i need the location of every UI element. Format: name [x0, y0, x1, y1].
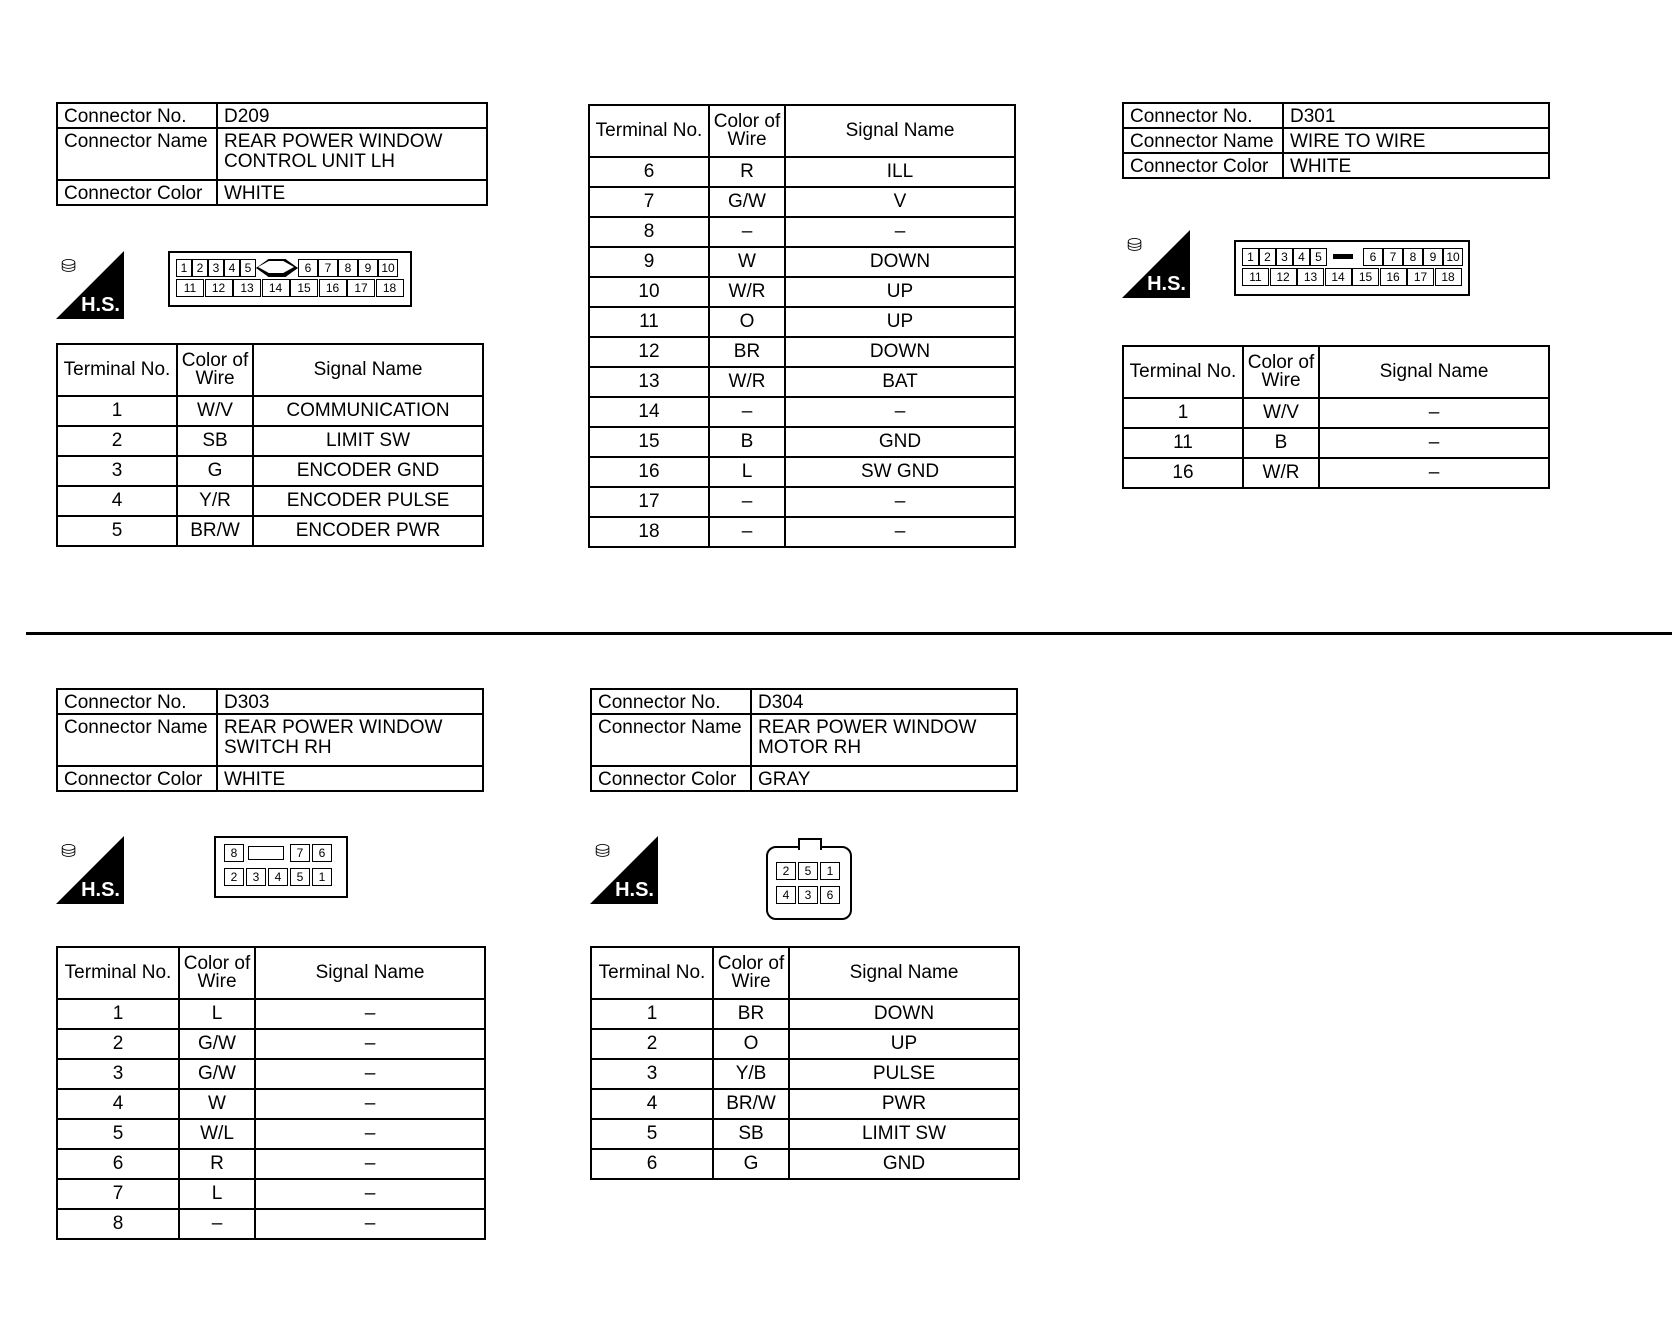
wire-color-cell: –	[709, 217, 785, 247]
d301-connector-name: WIRE TO WIRE	[1283, 128, 1549, 153]
wire-color-cell: G	[713, 1149, 789, 1179]
connector-name-label: Connector Name	[1123, 128, 1283, 153]
terminal-no-cell: 1	[591, 999, 713, 1029]
color-of-wire-header: Color of Wire	[177, 344, 253, 396]
terminal-no-cell: 15	[589, 427, 709, 457]
d209-terminal-table-left	[56, 343, 484, 547]
table-row	[591, 1119, 1019, 1149]
d303-connector-face	[214, 836, 348, 898]
d304-terminal-table	[590, 946, 1020, 1180]
signal-name-cell: DOWN	[789, 999, 1019, 1029]
connector-pin: 5	[798, 862, 818, 880]
signal-name-cell: COMMUNICATION	[253, 396, 483, 426]
connector-pin: 8	[1403, 248, 1423, 266]
table-row	[57, 1029, 485, 1059]
wire-color-cell: R	[709, 157, 785, 187]
connector-pin: 1	[312, 868, 332, 886]
signal-name-cell: –	[785, 517, 1015, 547]
connector-pin: 4	[268, 868, 288, 886]
signal-name-cell: ENCODER PWR	[253, 516, 483, 546]
connector-no-label: Connector No.	[591, 689, 751, 714]
connector-pin: 6	[820, 886, 840, 904]
wire-color-cell: G/W	[179, 1029, 255, 1059]
d303-connector-color: WHITE	[217, 766, 483, 791]
table-row	[591, 1089, 1019, 1119]
terminal-no-cell: 9	[589, 247, 709, 277]
terminal-no-cell: 13	[589, 367, 709, 397]
terminal-no-cell: 4	[591, 1089, 713, 1119]
wire-color-cell: O	[713, 1029, 789, 1059]
connector-pin: 6	[298, 259, 318, 277]
connector-pin: 16	[1380, 268, 1407, 286]
d301-connector-color: WHITE	[1283, 153, 1549, 178]
d209-harness-side-icon: ⛁ H.S.	[56, 251, 124, 319]
wire-color-cell: W/V	[177, 396, 253, 426]
signal-name-header: Signal Name	[785, 105, 1015, 157]
wire-color-cell: BR	[713, 999, 789, 1029]
connector-pin: 13	[1297, 268, 1324, 286]
connector-pin: 18	[376, 279, 404, 297]
wire-color-cell: Y/R	[177, 486, 253, 516]
connector-pin: 15	[290, 279, 318, 297]
wire-color-cell: –	[709, 517, 785, 547]
d303-terminal-table	[56, 946, 486, 1240]
terminal-no-cell: 5	[57, 516, 177, 546]
wire-color-cell: L	[179, 999, 255, 1029]
signal-name-cell: UP	[785, 277, 1015, 307]
connector-pin: 5	[290, 868, 310, 886]
d304-connector-no: D304	[751, 689, 1017, 714]
wire-color-cell: –	[709, 487, 785, 517]
table-row	[589, 247, 1015, 277]
connector-pin: 3	[1276, 248, 1293, 266]
wire-color-cell: G	[177, 456, 253, 486]
terminal-no-cell: 5	[57, 1119, 179, 1149]
d304-connector-face	[766, 846, 852, 920]
table-row	[589, 367, 1015, 397]
terminal-no-header: Terminal No.	[589, 105, 709, 157]
d301-info-table	[1122, 102, 1550, 179]
d304-harness-side-icon: ⛁ H.S.	[590, 836, 658, 904]
table-row	[57, 1089, 485, 1119]
connector-pin: 3	[208, 259, 224, 277]
connector-pin: 10	[1443, 248, 1463, 266]
table-row	[57, 516, 483, 546]
connector-pin: 4	[776, 886, 796, 904]
terminal-no-cell: 10	[589, 277, 709, 307]
connector-pin: 17	[347, 279, 375, 297]
terminal-no-cell: 12	[589, 337, 709, 367]
connector-pin: 12	[1270, 268, 1297, 286]
table-row	[589, 517, 1015, 547]
wire-color-cell: B	[1243, 428, 1319, 458]
connector-pin: 11	[176, 279, 204, 297]
signal-name-cell: SW GND	[785, 457, 1015, 487]
connector-pin: 18	[1435, 268, 1462, 286]
table-row	[57, 486, 483, 516]
terminal-no-cell: 5	[591, 1119, 713, 1149]
signal-name-cell: PULSE	[789, 1059, 1019, 1089]
connector-pin: 2	[224, 868, 244, 886]
d304-info-table	[590, 688, 1018, 792]
signal-name-cell: GND	[785, 427, 1015, 457]
table-row	[57, 456, 483, 486]
table-row	[591, 999, 1019, 1029]
table-row	[589, 337, 1015, 367]
d303-info-table	[56, 688, 484, 792]
connector-pin: 16	[319, 279, 347, 297]
terminal-no-cell: 6	[57, 1149, 179, 1179]
signal-name-cell: ENCODER GND	[253, 456, 483, 486]
connector-pin: 3	[246, 868, 266, 886]
d301-terminal-table	[1122, 345, 1550, 489]
wire-color-cell: G/W	[179, 1059, 255, 1089]
connector-pin: 3	[798, 886, 818, 904]
connector-no-label: Connector No.	[1123, 103, 1283, 128]
connector-pin: 1	[176, 259, 192, 277]
signal-name-cell: –	[255, 1029, 485, 1059]
d304-lock-tab-icon	[798, 838, 822, 850]
connector-pin: 5	[1310, 248, 1327, 266]
d209-block	[56, 102, 488, 206]
signal-name-cell: ILL	[785, 157, 1015, 187]
table-row	[589, 457, 1015, 487]
table-row	[591, 1059, 1019, 1089]
d209-connector-color: WHITE	[217, 180, 487, 205]
table-row	[589, 487, 1015, 517]
wire-color-cell: W	[179, 1089, 255, 1119]
terminal-no-cell: 7	[57, 1179, 179, 1209]
terminal-no-cell: 11	[1123, 428, 1243, 458]
color-of-wire-header: Color of Wire	[709, 105, 785, 157]
connector-color-label: Connector Color	[57, 180, 217, 205]
signal-name-header: Signal Name	[1319, 346, 1549, 398]
table-row	[57, 1119, 485, 1149]
wire-color-cell: R	[179, 1149, 255, 1179]
wire-color-cell: BR/W	[713, 1089, 789, 1119]
connector-pin: 2	[1259, 248, 1276, 266]
terminal-no-cell: 16	[1123, 458, 1243, 488]
d304-connector-color: GRAY	[751, 766, 1017, 791]
signal-name-cell: –	[1319, 458, 1549, 488]
d209-connector-face	[168, 251, 412, 307]
section-divider	[26, 632, 1672, 635]
signal-name-cell: –	[255, 1149, 485, 1179]
connector-pin: 9	[358, 259, 378, 277]
connector-color-label: Connector Color	[57, 766, 217, 791]
table-row	[589, 157, 1015, 187]
connector-pin: 7	[290, 844, 310, 862]
signal-name-cell: –	[255, 1059, 485, 1089]
terminal-no-header: Terminal No.	[591, 947, 713, 999]
wire-color-cell: W/R	[1243, 458, 1319, 488]
wire-color-cell: O	[709, 307, 785, 337]
d301-harness-side-icon: ⛁ H.S.	[1122, 230, 1190, 298]
signal-name-cell: –	[255, 1209, 485, 1239]
d209-connector-no: D209	[217, 103, 487, 128]
connector-pin: 9	[1423, 248, 1443, 266]
signal-name-cell: ENCODER PULSE	[253, 486, 483, 516]
terminal-no-cell: 8	[589, 217, 709, 247]
terminal-no-cell: 2	[57, 1029, 179, 1059]
terminal-no-cell: 1	[1123, 398, 1243, 428]
table-row	[589, 277, 1015, 307]
signal-name-cell: –	[255, 999, 485, 1029]
d301-connector-face	[1234, 240, 1470, 296]
table-row	[57, 396, 483, 426]
terminal-no-header: Terminal No.	[1123, 346, 1243, 398]
table-row	[57, 1059, 485, 1089]
connector-pin: 7	[1383, 248, 1403, 266]
signal-name-cell: –	[785, 487, 1015, 517]
signal-name-header: Signal Name	[253, 344, 483, 396]
connector-pin: 14	[1325, 268, 1352, 286]
terminal-no-cell: 14	[589, 397, 709, 427]
connector-pin: 12	[205, 279, 233, 297]
signal-name-cell: UP	[785, 307, 1015, 337]
wire-color-cell: BR/W	[177, 516, 253, 546]
table-row	[57, 1179, 485, 1209]
signal-name-cell: –	[1319, 428, 1549, 458]
wire-color-cell: G/W	[709, 187, 785, 217]
d304-block	[590, 688, 1018, 792]
connector-pin: 15	[1352, 268, 1379, 286]
terminal-no-header: Terminal No.	[57, 947, 179, 999]
d301-block	[1122, 102, 1550, 179]
connector-pin: 7	[318, 259, 338, 277]
terminal-no-cell: 16	[589, 457, 709, 487]
table-row	[591, 1149, 1019, 1179]
wire-color-cell: W/V	[1243, 398, 1319, 428]
signal-name-cell: DOWN	[785, 337, 1015, 367]
color-of-wire-header: Color of Wire	[1243, 346, 1319, 398]
wire-color-cell: W/R	[709, 277, 785, 307]
wire-color-cell: L	[179, 1179, 255, 1209]
table-row	[57, 1209, 485, 1239]
connector-pin: 4	[1293, 248, 1310, 266]
terminal-no-cell: 3	[57, 1059, 179, 1089]
wire-color-cell: –	[709, 397, 785, 427]
wire-color-cell: SB	[177, 426, 253, 456]
connector-pin: 4	[224, 259, 240, 277]
signal-name-cell: LIMIT SW	[253, 426, 483, 456]
terminal-no-cell: 1	[57, 999, 179, 1029]
connector-no-label: Connector No.	[57, 689, 217, 714]
wire-color-cell: W	[709, 247, 785, 277]
wire-color-cell: B	[709, 427, 785, 457]
signal-name-cell: –	[785, 397, 1015, 427]
signal-name-header: Signal Name	[789, 947, 1019, 999]
d301-connector-no: D301	[1283, 103, 1549, 128]
table-row	[589, 307, 1015, 337]
connector-pin: 5	[240, 259, 256, 277]
signal-name-cell: GND	[789, 1149, 1019, 1179]
terminal-no-cell: 6	[589, 157, 709, 187]
terminal-no-cell: 3	[57, 456, 177, 486]
connector-pin: 8	[224, 844, 244, 862]
table-row	[1123, 398, 1549, 428]
d303-harness-side-icon: ⛁ H.S.	[56, 836, 124, 904]
wire-color-cell: W/L	[179, 1119, 255, 1149]
connector-pin: 1	[820, 862, 840, 880]
signal-name-cell: –	[785, 217, 1015, 247]
connector-name-label: Connector Name	[57, 714, 217, 766]
key-slot-icon	[248, 846, 284, 860]
connector-pin: 6	[1363, 248, 1383, 266]
connector-pin: 10	[378, 259, 398, 277]
connector-name-label: Connector Name	[591, 714, 751, 766]
connector-pin: 11	[1242, 268, 1269, 286]
signal-name-cell: UP	[789, 1029, 1019, 1059]
wire-color-cell: BR	[709, 337, 785, 367]
terminal-no-cell: 4	[57, 1089, 179, 1119]
terminal-no-cell: 17	[589, 487, 709, 517]
key-bar-icon	[1333, 254, 1353, 259]
connector-pin: 17	[1407, 268, 1434, 286]
terminal-no-cell: 8	[57, 1209, 179, 1239]
connector-name-label: Connector Name	[57, 128, 217, 180]
table-row	[591, 1029, 1019, 1059]
d209-connector-name: REAR POWER WINDOW CONTROL UNIT LH	[217, 128, 487, 180]
wire-color-cell: Y/B	[713, 1059, 789, 1089]
signal-name-cell: –	[1319, 398, 1549, 428]
connector-pin: 8	[338, 259, 358, 277]
terminal-no-cell: 3	[591, 1059, 713, 1089]
d304-connector-name: REAR POWER WINDOW MOTOR RH	[751, 714, 1017, 766]
connector-pin: 1	[1242, 248, 1259, 266]
signal-name-cell: V	[785, 187, 1015, 217]
table-row	[1123, 458, 1549, 488]
connector-pin: 14	[262, 279, 290, 297]
wire-color-cell: SB	[713, 1119, 789, 1149]
wire-color-cell: –	[179, 1209, 255, 1239]
table-row	[589, 217, 1015, 247]
connector-color-label: Connector Color	[591, 766, 751, 791]
signal-name-cell: –	[255, 1119, 485, 1149]
signal-name-cell: –	[255, 1089, 485, 1119]
terminal-no-cell: 1	[57, 396, 177, 426]
d209-info-table	[56, 102, 488, 206]
connector-no-label: Connector No.	[57, 103, 217, 128]
table-row	[1123, 428, 1549, 458]
color-of-wire-header: Color of Wire	[713, 947, 789, 999]
connector-pin: 6	[312, 844, 332, 862]
terminal-no-cell: 4	[57, 486, 177, 516]
signal-name-cell: –	[255, 1179, 485, 1209]
color-of-wire-header: Color of Wire	[179, 947, 255, 999]
terminal-no-cell: 2	[57, 426, 177, 456]
d303-connector-no: D303	[217, 689, 483, 714]
table-row	[589, 397, 1015, 427]
terminal-no-header: Terminal No.	[57, 344, 177, 396]
wire-color-cell: L	[709, 457, 785, 487]
terminal-no-cell: 7	[589, 187, 709, 217]
connector-pin: 2	[776, 862, 796, 880]
table-row	[57, 999, 485, 1029]
signal-name-cell: DOWN	[785, 247, 1015, 277]
signal-name-cell: PWR	[789, 1089, 1019, 1119]
connector-pin: 2	[192, 259, 208, 277]
table-row	[57, 426, 483, 456]
d209-terminal-table-right	[588, 104, 1016, 548]
signal-name-header: Signal Name	[255, 947, 485, 999]
table-row	[589, 427, 1015, 457]
signal-name-cell: LIMIT SW	[789, 1119, 1019, 1149]
terminal-no-cell: 11	[589, 307, 709, 337]
table-row	[589, 187, 1015, 217]
signal-name-cell: BAT	[785, 367, 1015, 397]
d303-connector-name: REAR POWER WINDOW SWITCH RH	[217, 714, 483, 766]
table-row	[57, 1149, 485, 1179]
connector-color-label: Connector Color	[1123, 153, 1283, 178]
terminal-no-cell: 6	[591, 1149, 713, 1179]
connector-pin: 13	[233, 279, 261, 297]
d303-block	[56, 688, 484, 792]
terminal-no-cell: 2	[591, 1029, 713, 1059]
wire-color-cell: W/R	[709, 367, 785, 397]
terminal-no-cell: 18	[589, 517, 709, 547]
